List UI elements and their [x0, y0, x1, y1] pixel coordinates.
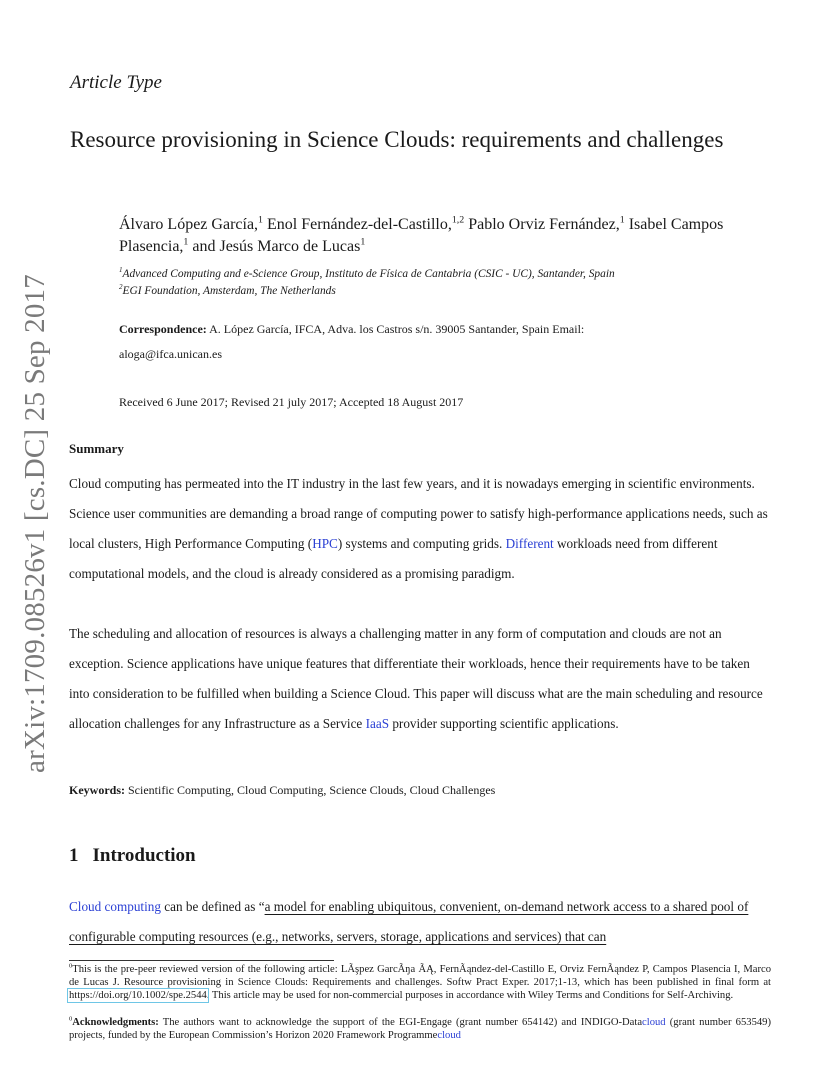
- cloud-link[interactable]: cloud: [642, 1017, 666, 1028]
- summary-heading: Summary: [69, 441, 124, 456]
- correspondence-email[interactable]: aloga@ifca.unican.es: [119, 347, 223, 361]
- author: Isabel Campos Plasencia,$^1$: [119, 216, 724, 255]
- arxiv-stamp: arXiv:1709.08526v1 [cs.DC] 25 Sep 2017: [19, 274, 51, 773]
- author: Pablo Orviz Fernández,$^1$: [464, 214, 625, 233]
- affiliations: [119, 266, 779, 300]
- paper-title: Resource provisioning in Science Clouds: requirements and challenges: [70, 127, 724, 152]
- footnote-acknowledgments: $^0$Acknowledgments: The authors want to acknowledge the support of the EGI-Engage (grant number 654142) and INDIGO-Datacloud (grant number 653549) projects, funded by the European Commission’s Horizon 2020 Framework Programmecloud: [69, 1015, 771, 1041]
- keywords: Keywords: Scientific Computing, Cloud Computing, Science Clouds, Cloud Challenges: [69, 783, 496, 797]
- hpc-link[interactable]: HPC: [312, 536, 338, 551]
- author: and Jesús Marco de Lucas$^1$: [188, 236, 366, 255]
- summary-paragraph-1: Cloud computing has permeated into the IT industry in the last few years, and it is nowadays emerging in scientific environments. Science user communities are demanding a broad range of computing power to satisfy high-performance applications needs, such as local clusters, High Performance Computing (HPC) systems and computing grids. Different workloads need from different computational models, and the cloud is already considered as a promising paradigm.: [69, 476, 768, 581]
- author-list: [119, 214, 779, 258]
- correspondence: Correspondence: A. López García, IFCA, Adva. los Castros s/n. 39005 Santander, Spain Email: aloga@ifca.unican.es: [119, 317, 779, 367]
- different-link[interactable]: Different: [505, 536, 554, 551]
- article-type: Article Type: [70, 72, 162, 93]
- cloud-link[interactable]: cloud: [437, 1029, 461, 1041]
- nist-definition-quote: a model for enabling ubiquitous, convenient, on-demand network access to a shared pool of configurable computing resources (e.g., networks, servers, storage, applications and services) that can: [69, 899, 749, 944]
- footnote-preprint: $^0$This is the pre-peer reviewed version of the following article: LÃşpez GarcÃŋa ÃĄ, FernÃąndez-del-Castillo E, Orviz FernÃąndez P, Campos Plasencia I, Marco de Lucas J. Resource provisioning in Science Clouds: Requirements and challenges. Softw Pract Exper. 2017;1-13, which has been published in final form at https://doi.org/10.1002/spe.2544. This article may be used for non-commercial purposes in accordance with Wiley Terms and Conditions for Self-Archiving.: [69, 962, 771, 1001]
- author: Álvaro López García,$^1$: [119, 214, 263, 233]
- affiliation: $^1$Advanced Computing and e-Science Group, Instituto de Física de Cantabria (CSIC - UC), Santander, Spain: [119, 266, 615, 280]
- affiliation: $^2$EGI Foundation, Amsterdam, The Netherlands: [119, 283, 336, 297]
- intro-paragraph: Cloud computing can be defined as “a model for enabling ubiquitous, convenient, on-demand network access to a shared pool of configurable computing resources (e.g., networks, servers, storage, applications and services) that can: [69, 899, 749, 944]
- cloud-computing-link[interactable]: Cloud computing: [69, 899, 161, 914]
- footnote-rule: [69, 960, 334, 961]
- doi-link[interactable]: https://doi.org/10.1002/spe.2544: [69, 989, 207, 1001]
- submission-dates: Received 6 June 2017; Revised 21 july 2017; Accepted 18 August 2017: [119, 395, 464, 409]
- author: Enol Fernández-del-Castillo,$^{1,2}$: [263, 214, 465, 233]
- summary-paragraph-2: The scheduling and allocation of resources is always a challenging matter in any form of computation and clouds are not an exception. Science applications have unique features that differentiate their workloads, hence their requirements have to be taken into consideration to be fulfilled when building a Science Cloud. This paper will discuss what are the main scheduling and resource allocation challenges for any Infrastructure as a Service IaaS provider supporting scientific applications.: [69, 626, 763, 731]
- iaas-link[interactable]: IaaS: [365, 716, 390, 731]
- section-heading: 1 Introduction: [69, 845, 196, 866]
- correspondence-label: Correspondence:: [119, 322, 207, 336]
